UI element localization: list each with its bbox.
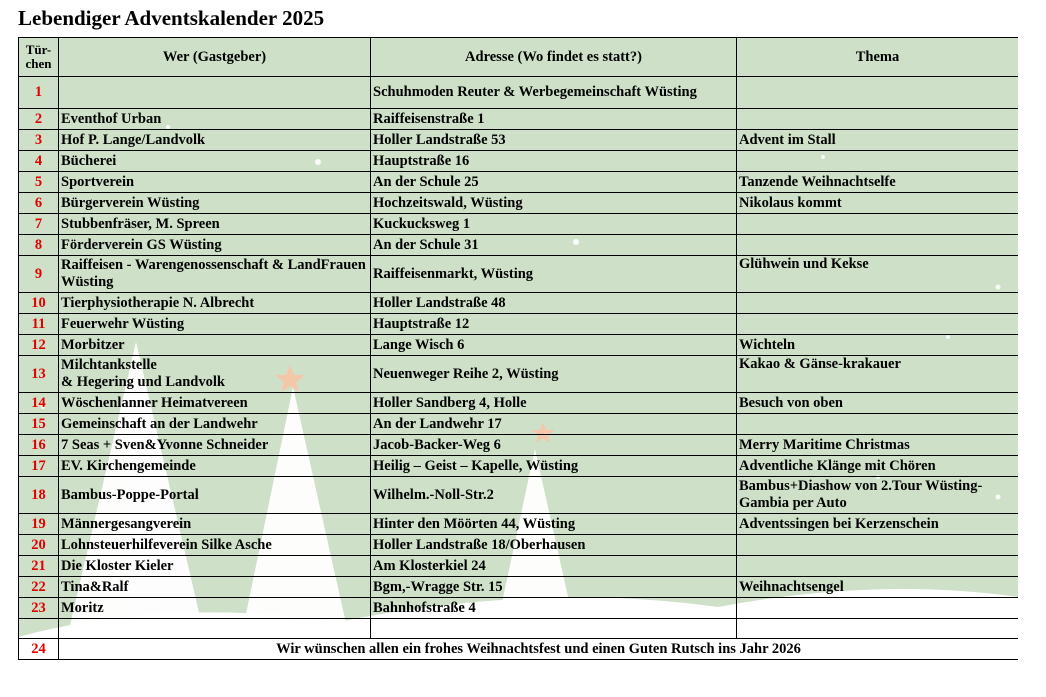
row-address: Hinter den Möörten 44, Wüsting [371, 514, 737, 535]
table-row [19, 235, 1019, 256]
row-address: Am Klosterkiel 24 [371, 556, 737, 577]
row-host: Raiffeisen - Warengenossenschaft & LandFrauen Wüsting [59, 256, 371, 293]
row-address: Wilhelm.-Noll-Str.2 [371, 477, 737, 514]
row-day: 15 [19, 414, 59, 435]
table-row [19, 293, 1019, 314]
row-host: Stubbenfräser, M. Spreen [59, 214, 371, 235]
row-theme [737, 598, 1019, 619]
row-address: Heilig – Geist – Kapelle, Wüsting [371, 456, 737, 477]
row-address: Bgm,-Wragge Str. 15 [371, 577, 737, 598]
row-theme: Adventliche Klänge mit Chören [737, 456, 1019, 477]
table-row [19, 335, 1019, 356]
calendar-container [18, 37, 1018, 680]
row-address: Hauptstraße 16 [371, 151, 737, 172]
row-address: Raiffeisenmarkt, Wüsting [371, 256, 737, 293]
row-address: Neuenweger Reihe 2, Wüsting [371, 356, 737, 393]
table-row [19, 193, 1019, 214]
row-host: Bambus-Poppe-Portal [59, 477, 371, 514]
row-day: 1 [19, 77, 59, 109]
row-host: Milchtankstelle & Hegering und Landvolk [59, 356, 371, 393]
row-theme: Advent im Stall [737, 130, 1019, 151]
table-row [19, 598, 1019, 619]
row-host: Gemeinschaft an der Landwehr [59, 414, 371, 435]
footer-row [19, 639, 1019, 660]
row-address: An der Schule 31 [371, 235, 737, 256]
table-row [19, 356, 1019, 393]
footer-greeting: Wir wünschen allen ein frohes Weihnachtsfest und einen Guten Rutsch ins Jahr 2026 [59, 639, 1019, 660]
row-day: 16 [19, 435, 59, 456]
table-row [19, 214, 1019, 235]
row-day: 23 [19, 598, 59, 619]
row-day: 10 [19, 293, 59, 314]
row-day: 4 [19, 151, 59, 172]
row-theme [737, 293, 1019, 314]
row-host: Bücherei [59, 151, 371, 172]
row-theme [737, 556, 1019, 577]
row-day: 2 [19, 109, 59, 130]
row-theme: Merry Maritime Christmas [737, 435, 1019, 456]
row-address: Raiffeisenstraße 1 [371, 109, 737, 130]
row-address: An der Landwehr 17 [371, 414, 737, 435]
table-row [19, 314, 1019, 335]
row-day: 11 [19, 314, 59, 335]
table-row [19, 514, 1019, 535]
row-day: 21 [19, 556, 59, 577]
row-host: Wöschenlanner Heimatvereen [59, 393, 371, 414]
row-theme [737, 535, 1019, 556]
row-theme: Weihnachtsengel [737, 577, 1019, 598]
row-theme: Wichteln [737, 335, 1019, 356]
row-day: 3 [19, 130, 59, 151]
table-row [19, 393, 1019, 414]
row-address: Hochzeitswald, Wüsting [371, 193, 737, 214]
table-row [19, 256, 1019, 293]
row-day: 9 [19, 256, 59, 293]
row-host: EV. Kirchengemeinde [59, 456, 371, 477]
spacer-row [19, 619, 1019, 639]
table-row [19, 172, 1019, 193]
page-title: Lebendiger Adventskalender 2025 [18, 6, 325, 30]
row-address: Holler Landstraße 18/Oberhausen [371, 535, 737, 556]
header-host: Wer (Gastgeber) [59, 38, 371, 77]
row-theme: Glühwein und Kekse [737, 256, 1019, 293]
row-theme [737, 314, 1019, 335]
row-address: Kuckucksweg 1 [371, 214, 737, 235]
row-theme [737, 214, 1019, 235]
table-row [19, 556, 1019, 577]
row-theme: Tanzende Weihnachtselfe [737, 172, 1019, 193]
row-day: 6 [19, 193, 59, 214]
row-day: 5 [19, 172, 59, 193]
table-row [19, 577, 1019, 598]
row-host: Feuerwehr Wüsting [59, 314, 371, 335]
row-day: 8 [19, 235, 59, 256]
row-theme: Besuch von oben [737, 393, 1019, 414]
row-address: An der Schule 25 [371, 172, 737, 193]
row-theme: Bambus+Diashow von 2.Tour Wüsting-Gambia per Auto [737, 477, 1019, 514]
row-day: 17 [19, 456, 59, 477]
row-host [59, 77, 371, 109]
row-theme [737, 151, 1019, 172]
advent-table [18, 37, 1018, 660]
header-theme: Thema [737, 38, 1019, 77]
row-day: 7 [19, 214, 59, 235]
row-theme [737, 235, 1019, 256]
row-address: Jacob-Backer-Weg 6 [371, 435, 737, 456]
row-host: Lohnsteuerhilfeverein Silke Asche [59, 535, 371, 556]
row-theme [737, 109, 1019, 130]
table-row [19, 109, 1019, 130]
row-address: Holler Landstraße 48 [371, 293, 737, 314]
row-address: Hauptstraße 12 [371, 314, 737, 335]
row-address: Holler Landstraße 53 [371, 130, 737, 151]
row-theme [737, 77, 1019, 109]
row-day: 22 [19, 577, 59, 598]
row-host: Tina&Ralf [59, 577, 371, 598]
row-theme: Nikolaus kommt [737, 193, 1019, 214]
header-address: Adresse (Wo findet es statt?) [371, 38, 737, 77]
row-theme [737, 414, 1019, 435]
row-host: Männergesangverein [59, 514, 371, 535]
row-address: Schuhmoden Reuter & Werbegemeinschaft Wüsting [371, 77, 737, 109]
row-day: 14 [19, 393, 59, 414]
table-header-row [19, 38, 1019, 77]
table-row [19, 130, 1019, 151]
table-row [19, 477, 1019, 514]
row-host: Bürgerverein Wüsting [59, 193, 371, 214]
row-day: 19 [19, 514, 59, 535]
row-host: Tierphysiotherapie N. Albrecht [59, 293, 371, 314]
table-row [19, 435, 1019, 456]
row-host: Morbitzer [59, 335, 371, 356]
footer-day: 24 [19, 639, 59, 660]
row-theme: Kakao & Gänse-krakauer [737, 356, 1019, 393]
row-host: Sportverein [59, 172, 371, 193]
row-address: Lange Wisch 6 [371, 335, 737, 356]
row-day: 12 [19, 335, 59, 356]
table-row [19, 414, 1019, 435]
row-theme: Adventssingen bei Kerzenschein [737, 514, 1019, 535]
row-host: 7 Seas + Sven&Yvonne Schneider [59, 435, 371, 456]
row-host: Förderverein GS Wüsting [59, 235, 371, 256]
table-row [19, 456, 1019, 477]
table-row [19, 151, 1019, 172]
row-host: Eventhof Urban [59, 109, 371, 130]
row-address: Holler Sandberg 4, Holle [371, 393, 737, 414]
row-day: 13 [19, 356, 59, 393]
row-day: 18 [19, 477, 59, 514]
row-address: Bahnhofstraße 4 [371, 598, 737, 619]
header-day: Tür-chen [19, 38, 59, 77]
table-row [19, 77, 1019, 109]
row-day: 20 [19, 535, 59, 556]
row-host: Die Kloster Kieler [59, 556, 371, 577]
table-row [19, 535, 1019, 556]
row-host: Moritz [59, 598, 371, 619]
row-host: Hof P. Lange/Landvolk [59, 130, 371, 151]
